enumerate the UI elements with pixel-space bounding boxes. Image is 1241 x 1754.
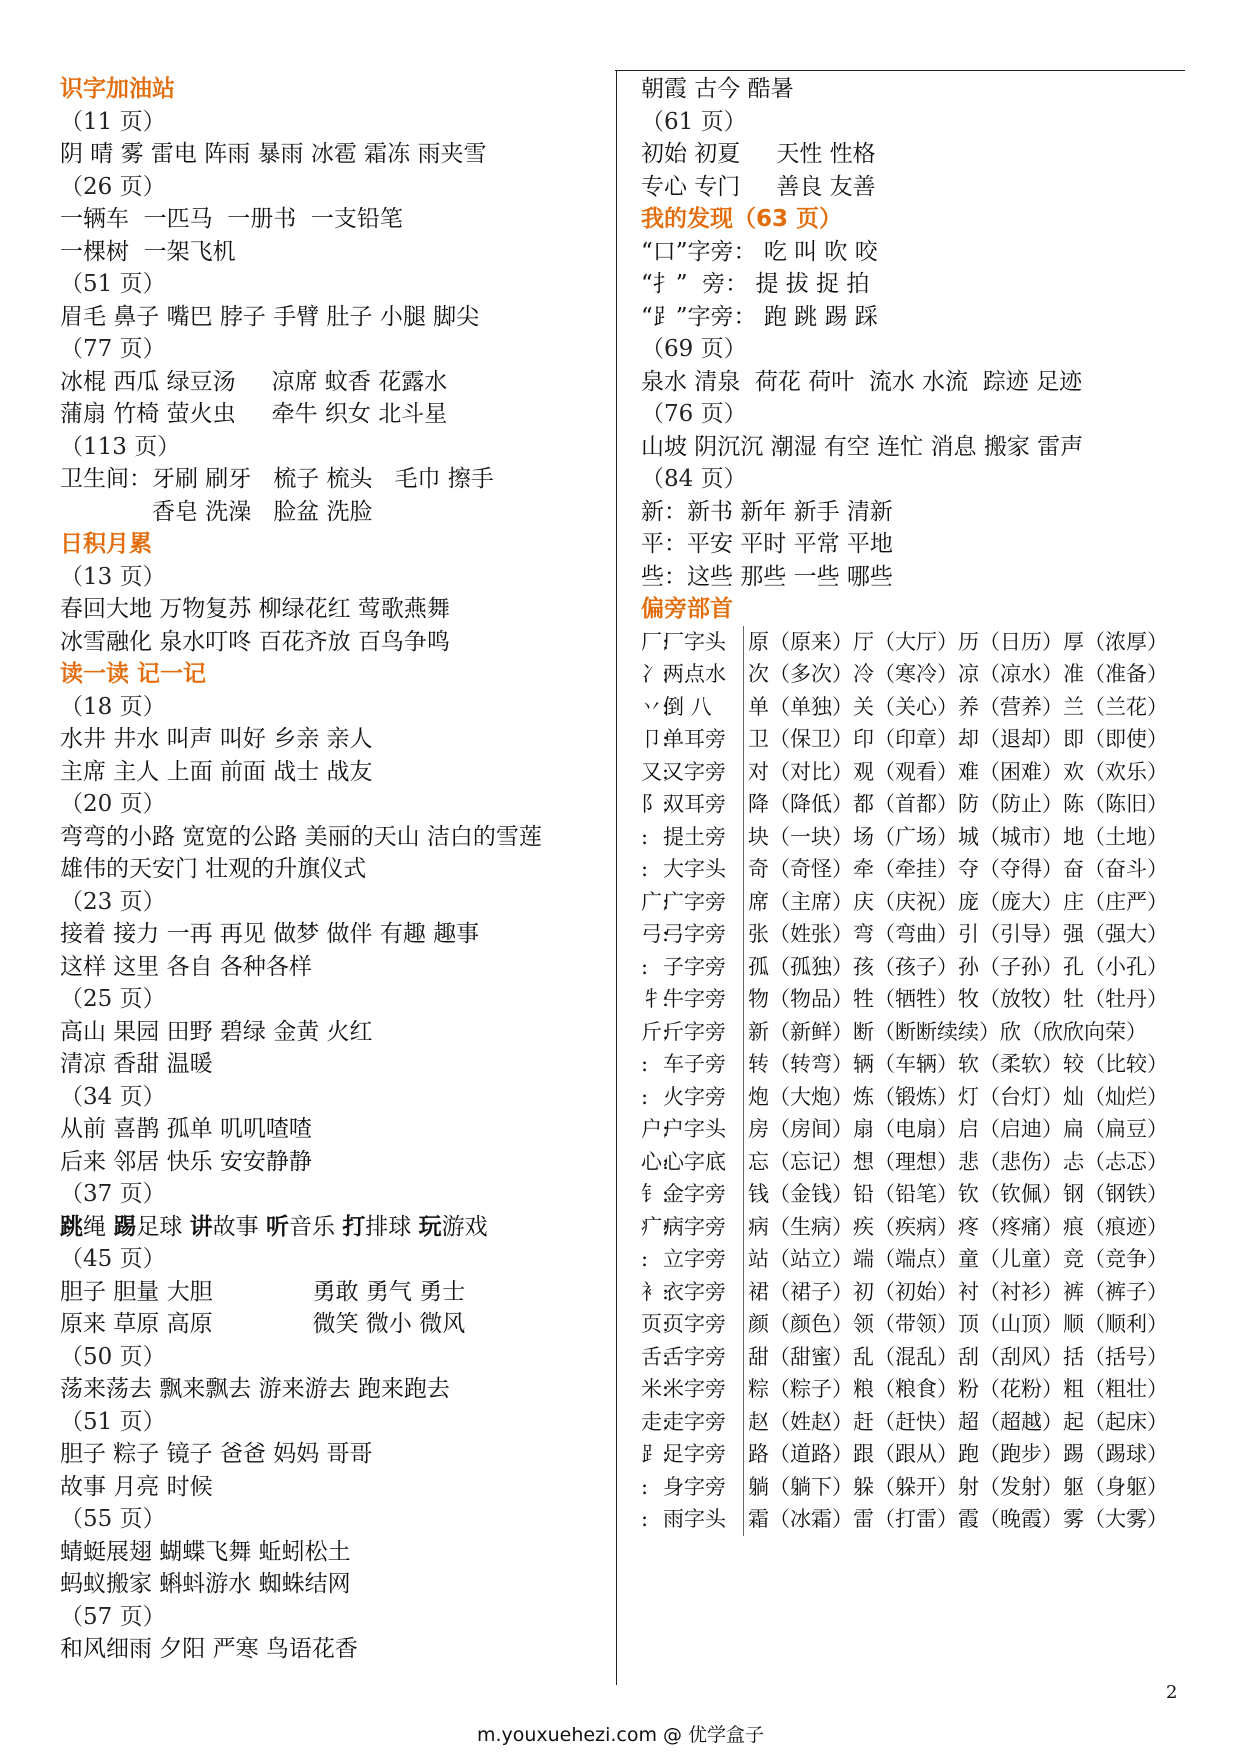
- radical-examples: 新（新鲜）断（断断续续）欣（欣欣向荣）: [748, 1019, 1147, 1044]
- page-number: 2: [1166, 1682, 1178, 1703]
- radical-row: [641, 1081, 1181, 1114]
- radical-examples: 站（站立）端（端点）童（儿童）竞（竞争）: [748, 1247, 1168, 1271]
- word-row: 泉水 清泉 荷花 荷叶 流水 水流 踪迹 足迹: [641, 368, 1083, 395]
- radical-name: 米字旁: [663, 1373, 744, 1406]
- section-title-pianpang: 偏旁部首: [641, 596, 733, 622]
- radical-name: 又字旁: [663, 756, 744, 789]
- page-ref-45: （45 页）: [60, 1246, 166, 1272]
- radical-examples: 赵（姓赵）赶（赶快）超（超越）起（起床）: [748, 1409, 1168, 1434]
- word-row: 弯弯的小路 宽宽的公路 美丽的天山 洁白的雪莲: [60, 823, 542, 850]
- radical-name: 走字旁: [663, 1406, 744, 1439]
- discovery-chars: 吃 叫 吹 咬: [756, 238, 878, 265]
- char-family-row: [641, 561, 1181, 594]
- radical-name: 提土旁: [663, 821, 744, 854]
- radical-glyph: :: [641, 1474, 649, 1499]
- radical-row: [641, 1471, 1181, 1504]
- word-group: 牵牛 织女 北斗星: [271, 401, 448, 427]
- page-ref-51b: （51 页）: [60, 1408, 166, 1435]
- radical-glyph: 心:: [641, 1149, 670, 1174]
- radical-row: [641, 1503, 1181, 1536]
- radical-row: [641, 1016, 1181, 1049]
- radical-row: [641, 788, 1181, 821]
- find-rows: [641, 236, 1181, 334]
- radical-row: [641, 918, 1181, 951]
- radical-glyph: :: [641, 1084, 649, 1109]
- char-family-words: 新书 新年 新手 清新: [687, 498, 893, 525]
- section-title-rijiyuelei: 日积月累: [60, 531, 152, 557]
- radical-row: [641, 756, 1181, 789]
- word-group: 蒲扇 竹椅 萤火虫: [60, 401, 236, 427]
- radical-name: 牛字旁: [663, 983, 744, 1016]
- radical-glyph: 阝:: [641, 792, 670, 816]
- char-family-words: 这些 那些 一些 哪些: [687, 563, 893, 590]
- word-row: 蚂蚁搬家 蝌蚪游水 蜘蛛结网: [60, 1571, 351, 1597]
- word-row: 山坡 阴沉沉 潮湿 有空 连忙 消息 搬家 雷声: [641, 433, 1084, 460]
- word-row: [641, 171, 1181, 204]
- radical-row: [641, 658, 1181, 691]
- radical-glyph: 走:: [641, 1409, 670, 1434]
- radical-glyph: :: [641, 954, 649, 979]
- word-row: [60, 463, 610, 496]
- radical-name: 倒 八: [663, 691, 744, 724]
- word-row: 水井 井水 叫声 叫好 乡亲 亲人: [60, 726, 373, 752]
- radical-name: 大字头: [663, 853, 744, 886]
- activity-verb: 讲: [189, 1213, 213, 1240]
- word-group: 牙刷 刷牙 梳子 梳头 毛巾 擦手: [152, 466, 494, 492]
- word-row: 雄伟的天安门 壮观的升旗仪式: [60, 856, 367, 882]
- radical-glyph: 户:: [641, 1117, 670, 1141]
- page-ref-34: （34 页）: [60, 1083, 166, 1110]
- radical-name: 立字旁: [663, 1243, 744, 1276]
- footer-watermark: m.youxuehezi.com @ 优学盒子: [476, 1724, 765, 1746]
- word-group: 善良 友善: [776, 173, 876, 200]
- radical-examples: 卫（保卫）印（印章）却（退却）即（即使）: [748, 727, 1168, 751]
- word-row: 春回大地 万物复苏 柳绿花红 莺歌燕舞: [60, 596, 450, 622]
- word-group: 勇敢 勇气 勇士: [312, 1278, 466, 1305]
- discovery-label: “扌” 旁：: [641, 271, 749, 297]
- radical-examples: 病（生病）疾（疾病）疼（疼痛）痕（痕迹）: [748, 1214, 1168, 1239]
- page-ref-113: （113 页）: [60, 433, 181, 460]
- radical-row: [641, 1048, 1181, 1081]
- radical-row: [641, 1308, 1181, 1341]
- page-ref-51: （51 页）: [60, 271, 166, 297]
- radical-name: 斤字旁: [663, 1016, 744, 1049]
- radical-row: [641, 853, 1181, 886]
- radical-row: [641, 1146, 1181, 1179]
- word-row: [60, 496, 610, 529]
- radical-name: 雨字头: [663, 1503, 744, 1536]
- radical-row: [641, 1406, 1181, 1439]
- radical-row: [641, 1178, 1181, 1211]
- word-group: 初始 初夏: [641, 141, 741, 167]
- word-row: 朝霞 古今 酷暑: [641, 76, 794, 102]
- activity-object: 故事: [212, 1213, 266, 1240]
- activity-object: 绳: [83, 1213, 114, 1240]
- page-ref-57: （57 页）: [60, 1603, 166, 1630]
- radical-name: 子字旁: [663, 951, 744, 984]
- radical-name: 厂字头: [663, 626, 744, 659]
- radical-examples: 路（道路）跟（跟从）跑（跑步）踢（踢球）: [748, 1442, 1168, 1466]
- word-row: 一棵树 一架飞机: [60, 238, 236, 265]
- radical-examples: 奇（奇怪）牵（牵挂）夺（夺得）奋（奋斗）: [748, 857, 1168, 881]
- word-row: 故事 月亮 时候: [60, 1473, 213, 1500]
- radical-glyph: 米:: [641, 1377, 670, 1401]
- radical-examples: 对（对比）观（观看）难（困难）欢（欢乐）: [748, 759, 1168, 784]
- radical-glyph: :: [641, 1507, 649, 1531]
- radical-name: 广字旁: [663, 886, 744, 919]
- radical-examples: 块（一块）场（广场）城（城市）地（土地）: [748, 824, 1168, 849]
- word-group: 微笑 微小 微风: [312, 1311, 466, 1337]
- word-row: 后来 邻居 快乐 安安静静: [60, 1148, 312, 1175]
- word-row: 胆子 粽子 镜子 爸爸 妈妈 哥哥: [60, 1441, 373, 1467]
- radical-glyph: 疒:: [641, 1214, 670, 1239]
- radical-examples: 裙（裙子）初（初始）衬（衬衫）裤（裤子）: [748, 1279, 1168, 1304]
- activity-verb: 听: [265, 1213, 289, 1240]
- word-row: 荡来荡去 飘来飘去 游来游去 跑来跑去: [60, 1376, 450, 1402]
- discovery-label: “⻊”字旁：: [641, 303, 757, 330]
- section-title-wodefaxian: 我的发现（63 页）: [641, 206, 843, 232]
- p84-rows: [641, 496, 1181, 594]
- page-ref-84: （84 页）: [641, 466, 747, 492]
- radical-row: [641, 951, 1181, 984]
- radical-glyph: 广:: [641, 889, 670, 914]
- radical-row: [641, 691, 1181, 724]
- radical-name: 病字旁: [663, 1211, 744, 1244]
- radical-examples: 颜（颜色）领（带领）顶（山顶）顺（顺利）: [748, 1312, 1168, 1336]
- word-row: [60, 1276, 610, 1309]
- activity-verb: 打: [342, 1213, 366, 1240]
- section-title-duyidu: 读一读 记一记: [60, 661, 207, 687]
- radical-glyph: 又:: [641, 759, 670, 784]
- word-row: 眉毛 鼻子 嘴巴 脖子 手臂 肚子 小腿 脚尖: [60, 303, 480, 330]
- radical-examples: 炮（大炮）炼（锻炼）灯（台灯）灿（灿烂）: [748, 1084, 1168, 1109]
- char-family-words: 平安 平时 平常 平地: [687, 531, 893, 557]
- radical-glyph: 弓:: [641, 922, 670, 946]
- radical-glyph: 衤:: [641, 1279, 670, 1304]
- radical-row: [641, 1373, 1181, 1406]
- word-group: 凉席 蚊香 花露水: [271, 368, 448, 395]
- activity-object: 足球: [136, 1213, 190, 1240]
- page-ref-37: （37 页）: [60, 1181, 166, 1207]
- radical-examples: 粽（粽子）粮（粮食）粉（花粉）粗（粗壮）: [748, 1377, 1168, 1401]
- radical-row: [641, 1243, 1181, 1276]
- word-row: [60, 366, 610, 399]
- word-row: [60, 398, 610, 431]
- char-family-label: 些：: [641, 563, 687, 590]
- radical-table: [641, 626, 1181, 1536]
- word-row: 阴 晴 雾 雷电 阵雨 暴雨 冰雹 霜冻 雨夹雪: [60, 141, 487, 167]
- radical-name: 车子旁: [663, 1048, 744, 1081]
- radical-glyph: 页:: [641, 1312, 670, 1336]
- radical-glyph: :: [641, 824, 649, 849]
- word-group: 原来 草原 高原: [60, 1311, 213, 1337]
- radical-examples: 甜（甜蜜）乱（混乱）刮（刮风）括（括号）: [748, 1344, 1168, 1369]
- radical-row: [641, 1113, 1181, 1146]
- radical-examples: 原（原来）厅（大厅）历（日历）厚（浓厚）: [748, 629, 1168, 654]
- discovery-row: [641, 301, 1181, 334]
- radical-glyph: :: [641, 1052, 649, 1076]
- page-ref-55: （55 页）: [60, 1506, 166, 1532]
- radical-row: [641, 626, 1181, 659]
- radical-row: [641, 886, 1181, 919]
- word-row: 这样 这里 各自 各种各样: [60, 953, 312, 980]
- column-divider: [616, 70, 617, 1685]
- radical-examples: 忘（忘记）想（理想）悲（悲伤）忐（忐忑）: [748, 1149, 1168, 1174]
- activity-verb: 跳: [60, 1213, 83, 1240]
- radical-name: 页字旁: [663, 1308, 744, 1341]
- discovery-row: [641, 268, 1181, 301]
- word-row: 接着 接力 一再 再见 做梦 做伴 有趣 趣事: [60, 921, 480, 947]
- page-ref-25: （25 页）: [60, 986, 166, 1012]
- left-column: [60, 73, 610, 1666]
- radical-row: [641, 1276, 1181, 1309]
- radical-glyph: 牜:: [641, 987, 670, 1011]
- radical-name: 舌字旁: [663, 1341, 744, 1374]
- discovery-label: “口”字旁：: [641, 238, 757, 265]
- radical-examples: 霜（冰霜）雷（打雷）霞（晚霞）雾（大雾）: [748, 1507, 1168, 1531]
- word-row: 高山 果园 田野 碧绿 金黄 火红: [60, 1018, 373, 1045]
- radical-name: 单耳旁: [663, 723, 744, 756]
- radical-examples: 躺（躺下）躲（躲开）射（发射）躯（身躯）: [748, 1474, 1168, 1499]
- word-row: [60, 1308, 610, 1341]
- page-ref-76: （76 页）: [641, 401, 747, 427]
- char-family-row: [641, 528, 1181, 561]
- page-ref-13: （13 页）: [60, 563, 166, 590]
- radical-name: 心字底: [663, 1146, 744, 1179]
- radical-glyph: 斤:: [641, 1019, 670, 1044]
- word-row: 一辆车 一匹马 一册书 一支铅笔: [60, 206, 403, 232]
- radical-examples: 转（转弯）辆（车辆）软（柔软）较（比较）: [748, 1052, 1168, 1076]
- radical-name: 金字旁: [663, 1178, 744, 1211]
- radical-glyph: ⻊:: [641, 1442, 670, 1466]
- word-group: 冰棍 西瓜 绿豆汤: [60, 368, 236, 395]
- radical-name: 足字旁: [663, 1438, 744, 1471]
- word-row: 蜻蜓展翅 蝴蝶飞舞 蚯蚓松土: [60, 1538, 351, 1565]
- radical-examples: 房（房间）扇（电扇）启（启迪）扁（扁豆）: [748, 1117, 1168, 1141]
- word-prefix: 卫生间：: [60, 466, 152, 492]
- word-group: 天性 性格: [776, 141, 876, 167]
- radical-glyph: 卩:: [641, 727, 670, 751]
- char-family-label: 平：: [641, 531, 687, 557]
- page-ref-26: （26 页）: [60, 173, 166, 200]
- discovery-chars: 提 拔 捉 拍: [748, 271, 870, 297]
- radical-examples: 张（姓张）弯（弯曲）引（引导）强（强大）: [748, 922, 1168, 946]
- radical-glyph: :: [641, 857, 649, 881]
- radical-row: [641, 1341, 1181, 1374]
- radical-glyph: 厂:: [641, 629, 670, 654]
- radical-glyph: 丷:: [641, 694, 670, 719]
- radical-name: 火字旁: [663, 1081, 744, 1114]
- page-ref-50: （50 页）: [60, 1343, 166, 1370]
- radical-row: [641, 821, 1181, 854]
- top-rule: [615, 70, 1185, 71]
- page-ref-11: （11 页）: [60, 108, 166, 135]
- radical-examples: 物（物品）牲（牺牲）牧（放牧）牡（牡丹）: [748, 987, 1168, 1011]
- radical-glyph: 舌:: [641, 1344, 670, 1369]
- word-row: 冰雪融化 泉水叮咚 百花齐放 百鸟争鸣: [60, 628, 450, 655]
- activity-row: [60, 1211, 610, 1244]
- word-row: 清凉 香甜 温暖: [60, 1051, 213, 1077]
- activity-object: 音乐: [288, 1213, 343, 1240]
- section-title-shizi: 识字加油站: [60, 76, 175, 102]
- radical-glyph: :: [641, 1247, 649, 1271]
- radical-row: [641, 983, 1181, 1016]
- char-family-label: 新：: [641, 498, 687, 525]
- radical-name: 两点水: [663, 658, 744, 691]
- word-group: 专心 专门: [641, 173, 741, 200]
- radical-row: [641, 1438, 1181, 1471]
- radical-glyph: 冫:: [641, 662, 670, 686]
- radical-name: 双耳旁: [663, 788, 744, 821]
- activity-verb: 踢: [113, 1213, 137, 1240]
- radical-examples: 席（主席）庆（庆祝）庞（庞大）庄（庄严）: [748, 889, 1168, 914]
- activity-verb: 玩: [418, 1213, 442, 1240]
- activity-object: 排球: [365, 1213, 419, 1240]
- page-ref-20: （20 页）: [60, 791, 166, 817]
- discovery-chars: 跑 跳 踢 踩: [756, 303, 878, 330]
- radical-examples: 钱（金钱）铅（铅笔）钦（钦佩）钢（钢铁）: [748, 1182, 1168, 1206]
- page-ref-18: （18 页）: [60, 693, 166, 720]
- right-column: [641, 73, 1181, 1536]
- radical-examples: 次（多次）冷（寒冷）凉（凉水）准（准备）: [748, 662, 1168, 686]
- radical-name: 衣字旁: [663, 1276, 744, 1309]
- char-family-row: [641, 496, 1181, 529]
- discovery-row: [641, 236, 1181, 269]
- radical-glyph: 钅:: [641, 1182, 670, 1206]
- activity-object: 游戏: [441, 1213, 488, 1240]
- radical-row: [641, 1211, 1181, 1244]
- radical-examples: 单（单独）关（关心）养（营养）兰（兰花）: [748, 694, 1168, 719]
- page-ref-77: （77 页）: [60, 336, 166, 362]
- word-group: 香皂 洗澡 脸盆 洗脸: [152, 498, 373, 525]
- word-row: 从前 喜鹊 孤单 叽叽喳喳: [60, 1116, 312, 1142]
- word-row: 和风细雨 夕阳 严寒 鸟语花香: [60, 1636, 358, 1662]
- page-ref-69: （69 页）: [641, 336, 747, 362]
- radical-name: 弓字旁: [663, 918, 744, 951]
- page-ref-23: （23 页）: [60, 888, 166, 915]
- radical-examples: 孤（孤独）孩（孩子）孙（子孙）孔（小孔）: [748, 954, 1168, 979]
- radical-name: 户字头: [663, 1113, 744, 1146]
- page-ref-61: （61 页）: [641, 108, 747, 135]
- radical-row: [641, 723, 1181, 756]
- word-row: [641, 138, 1181, 171]
- radical-name: 身字旁: [663, 1471, 744, 1504]
- word-group: 胆子 胆量 大胆: [60, 1278, 213, 1305]
- word-row: 主席 主人 上面 前面 战士 战友: [60, 758, 373, 785]
- radical-examples: 降（降低）都（首都）防（防止）陈（陈旧）: [748, 792, 1168, 816]
